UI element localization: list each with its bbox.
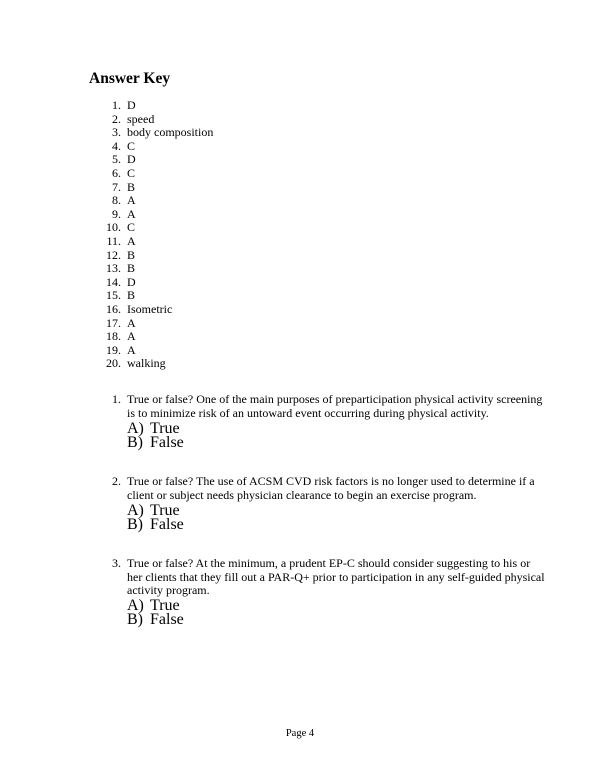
answer-key-number: 1. (112, 98, 121, 112)
answer-key-answer: D (127, 98, 136, 112)
choice-letter: A) (127, 502, 144, 519)
question-number: 2. (112, 474, 121, 488)
answer-key-list (0, 99, 600, 371)
answer-key-number: 17. (106, 315, 121, 330)
answer-key-answer: speed (127, 111, 155, 126)
answer-key-number: 6. (112, 165, 121, 180)
choice-text: False (150, 515, 184, 533)
answer-key-answer: A (127, 193, 136, 208)
answer-key-number: 13. (106, 261, 121, 276)
answer-key-number: 16. (106, 301, 121, 316)
answer-key-number: 4. (112, 138, 121, 153)
answer-key-number: 9. (112, 206, 121, 221)
answer-key-number: 11. (106, 233, 121, 248)
answer-key-answer: D (127, 274, 136, 289)
choice-letter: A) (127, 420, 144, 437)
choice-text: False (150, 433, 184, 451)
choice-option (0, 515, 600, 533)
answer-key-answer: C (127, 138, 136, 153)
question-text: True or false? One of the main purposes of preparticipation physical activity screening is to minimize risk of an untoward event occurring during physical activity. (127, 392, 543, 420)
choice-text: True (150, 420, 180, 437)
choice-letter: B) (127, 610, 143, 628)
answer-key-number: 2. (112, 111, 121, 126)
answer-key-number: 10. (106, 220, 121, 235)
answer-key-item (0, 276, 600, 290)
question-text: True or false? At the minimum, a prudent EP-C should consider suggesting to his or her clients that they fill out a PAR-Q+ prior to participation in any self-guided physical activity program. (127, 556, 545, 598)
answer-key-answer: A (127, 329, 136, 344)
answer-key-item (0, 194, 600, 208)
answer-key-number: 7. (112, 179, 121, 194)
answer-key-answer: A (127, 342, 136, 357)
answer-key-item (0, 153, 600, 167)
answer-key-answer: B (127, 247, 136, 262)
choice-text: True (150, 597, 180, 614)
answer-key-answer: C (127, 165, 136, 180)
answer-key-item (0, 303, 600, 317)
answer-key-number: 15. (106, 288, 121, 303)
answer-key-answer: B (127, 288, 136, 303)
choice-letter: A) (127, 597, 144, 614)
answer-key-item (0, 317, 600, 331)
answer-key-answer: A (127, 233, 136, 248)
answer-key-answer: walking (127, 356, 166, 371)
answer-key-item (0, 235, 600, 249)
answer-key-item (0, 289, 600, 303)
answer-key-item (0, 262, 600, 276)
question-number: 3. (112, 556, 121, 570)
choice-option (0, 502, 600, 519)
question-number: 1. (112, 392, 121, 406)
choice-option (0, 420, 600, 437)
answer-key-number: 8. (112, 193, 121, 208)
choice-letter: B) (127, 515, 143, 533)
question-text: True or false? The use of ACSM CVD risk factors is no longer used to determine if a client or subject needs physician clearance to begin an exercise program. (127, 474, 535, 502)
choice-option (0, 433, 600, 451)
answer-key-answer: D (127, 152, 136, 167)
answer-key-number: 18. (106, 329, 121, 344)
answer-key-item (0, 330, 600, 344)
answer-key-answer: body composition (127, 125, 214, 140)
answer-key-item (0, 140, 600, 154)
answer-key-answer: A (127, 206, 136, 221)
answer-key-answer: C (127, 220, 136, 235)
answer-key-answer: Isometric (127, 301, 173, 316)
answer-key-item (0, 357, 600, 371)
answer-key-answer: B (127, 179, 136, 194)
answer-key-answer: A (127, 315, 136, 330)
answer-key-number: 14. (106, 274, 121, 289)
answer-key-heading: Answer Key (89, 70, 171, 87)
choice-text: False (150, 610, 184, 628)
answer-key-number: 5. (112, 152, 121, 167)
answer-key-item (0, 113, 600, 127)
answer-key-number: 19. (106, 342, 121, 357)
answer-key-number: 20. (106, 356, 121, 371)
answer-key-item (0, 221, 600, 235)
choice-option (0, 610, 600, 628)
choice-text: True (150, 502, 180, 519)
answer-key-item (0, 249, 600, 263)
answer-key-number: 3. (112, 125, 121, 140)
answer-key-number: 12. (106, 247, 121, 262)
answer-key-item (0, 126, 600, 140)
answer-key-item (0, 167, 600, 181)
answer-key-item (0, 208, 600, 222)
answer-key-item (0, 181, 600, 195)
choice-letter: B) (127, 433, 143, 451)
question-3-choices (0, 597, 600, 628)
question-2-choices (0, 502, 600, 533)
answer-key-answer: B (127, 261, 136, 276)
choice-option (0, 597, 600, 614)
answer-key-item (0, 344, 600, 358)
page-number: Page 4 (285, 728, 315, 739)
answer-key-item (0, 99, 600, 113)
question-1-choices (0, 420, 600, 451)
